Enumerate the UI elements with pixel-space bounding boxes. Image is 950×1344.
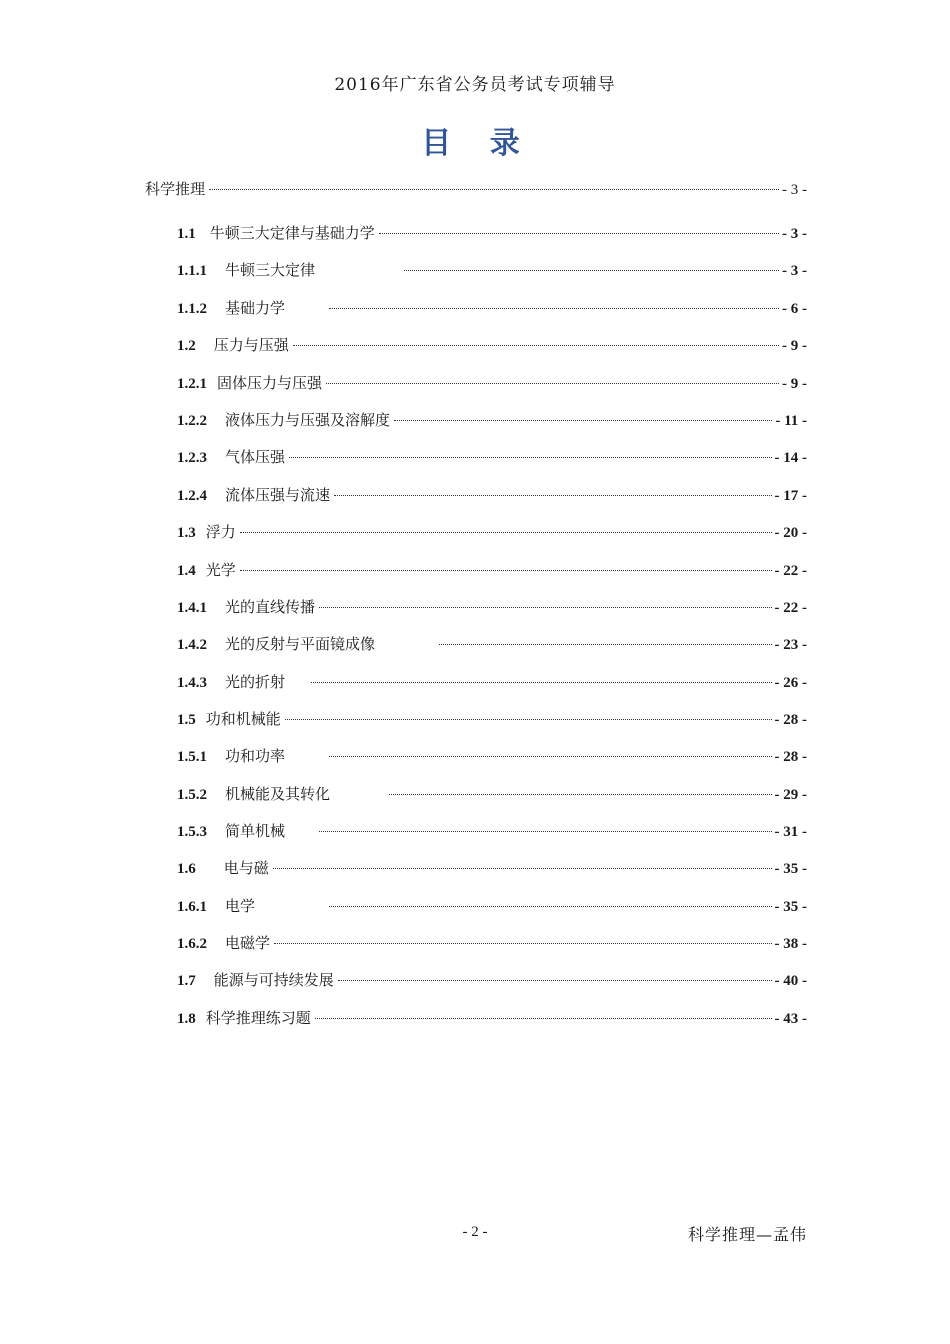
toc-entry-label: 液体压力与压强及溶解度 <box>225 411 391 429</box>
toc-entry-number: 1.4.1 <box>177 600 207 616</box>
toc-entry[interactable] <box>177 783 807 805</box>
toc-entry-label: 功和机械能 <box>205 710 281 728</box>
toc-entry[interactable] <box>177 596 807 618</box>
toc-entry-number: 1.4.3 <box>177 675 207 691</box>
toc-leader-dots <box>319 831 772 832</box>
toc-leader-dots <box>394 420 772 421</box>
toc-entry-page: - 28 - <box>774 712 807 728</box>
toc-entry-number: 1.2.4 <box>177 488 207 504</box>
toc-entry-label: 流体压强与流速 <box>225 486 331 504</box>
toc-entry-number: 1.1.1 <box>177 263 207 279</box>
toc-entry[interactable] <box>177 1007 807 1029</box>
toc-entry-number: 1.6.1 <box>177 899 207 915</box>
toc-entry-label: 科学推理练习题 <box>205 1009 311 1027</box>
toc-entry[interactable] <box>177 521 807 543</box>
toc-entry[interactable] <box>177 932 807 954</box>
toc-entry-label: 功和功率 <box>225 747 286 765</box>
toc-entry-number: 1.6 <box>177 861 196 877</box>
toc-entry-label: 基础力学 <box>225 299 286 317</box>
toc-leader-dots <box>240 532 772 533</box>
toc-entry-label: 固体压力与压强 <box>217 374 323 392</box>
toc-entry-label: 压力与压强 <box>213 336 289 354</box>
toc-entry-page: - 35 - <box>774 861 807 877</box>
toc-entry-page: - 38 - <box>774 936 807 952</box>
toc-entry-page: - 14 - <box>774 450 807 466</box>
toc-entry[interactable] <box>177 259 807 281</box>
toc-entry[interactable] <box>177 334 807 356</box>
toc-entry-page: - 9 - <box>782 376 807 392</box>
toc-leader-dots <box>404 270 779 271</box>
page-header: 2016年广东省公务员考试专项辅导 <box>334 75 616 95</box>
toc-entry[interactable] <box>177 559 807 581</box>
toc-entry-number: 1.4 <box>177 563 196 579</box>
toc-leader-dots <box>273 868 772 869</box>
toc-entry[interactable] <box>177 857 807 879</box>
toc-entry-number: 1.6.2 <box>177 936 207 952</box>
toc-entry-label: 牛顿三大定律 <box>225 261 316 279</box>
toc-entry-page: - 40 - <box>774 973 807 989</box>
toc-entry-label: 光的折射 <box>225 673 286 691</box>
toc-entry-page: - 3 - <box>782 263 807 279</box>
toc-entry-page: - 11 - <box>775 413 807 429</box>
toc-entry-label: 科学推理 <box>145 180 206 198</box>
toc-entry-top[interactable] <box>145 178 807 200</box>
toc-entry-page: - 23 - <box>774 637 807 653</box>
toc-entry-page: - 26 - <box>774 675 807 691</box>
toc-leader-dots <box>338 980 772 981</box>
toc-entry-number: 1.5.3 <box>177 824 207 840</box>
toc-entry-number: 1.5 <box>177 712 196 728</box>
toc-entry-label: 光学 <box>205 561 236 579</box>
toc-entry-page: - 9 - <box>782 338 807 354</box>
toc-entry-number: 1.2.1 <box>177 376 207 392</box>
toc-entry-number: 1.5.1 <box>177 749 207 765</box>
toc-leader-dots <box>329 308 779 309</box>
toc-entry-label: 简单机械 <box>225 822 286 840</box>
toc-entry-page: - 6 - <box>782 301 807 317</box>
toc-leader-dots <box>439 644 772 645</box>
toc-entry-number: 1.7 <box>177 973 196 989</box>
toc-leader-dots <box>293 345 779 346</box>
toc-entry-page: - 22 - <box>774 600 807 616</box>
toc-entry-number: 1.5.2 <box>177 787 207 803</box>
toc-entry-label: 浮力 <box>205 523 236 541</box>
toc-entry-number: 1.4.2 <box>177 637 207 653</box>
toc-entry[interactable] <box>177 969 807 991</box>
toc-entry-number: 1.8 <box>177 1011 196 1027</box>
toc-entry-page: - 35 - <box>774 899 807 915</box>
toc-entry-number: 1.2 <box>177 338 196 354</box>
toc-title: 目 录 <box>421 126 534 161</box>
toc-leader-dots <box>329 906 772 907</box>
toc-entry-page: - 3 - <box>782 226 807 242</box>
toc-leader-dots <box>334 495 771 496</box>
toc-entry-page: - 22 - <box>774 563 807 579</box>
toc-leader-dots <box>285 719 772 720</box>
toc-entry-label: 光的直线传播 <box>225 598 316 616</box>
toc-entry[interactable] <box>177 409 807 431</box>
toc-leader-dots <box>329 756 772 757</box>
toc-entry-label: 光的反射与平面镜成像 <box>225 635 376 653</box>
toc-entry[interactable] <box>177 372 807 394</box>
toc-entry-page: - 29 - <box>774 787 807 803</box>
toc-entry-number: 1.1.2 <box>177 301 207 317</box>
toc-leader-dots <box>209 189 779 190</box>
toc-entry[interactable] <box>177 633 807 655</box>
footer-author: 科学推理—孟伟 <box>687 1225 807 1244</box>
toc-leader-dots <box>274 943 771 944</box>
toc-leader-dots <box>289 457 771 458</box>
toc-entry[interactable] <box>177 820 807 842</box>
toc-leader-dots <box>315 1018 772 1019</box>
toc-leader-dots <box>389 794 772 795</box>
toc-leader-dots <box>311 682 772 683</box>
toc-entry-number: 1.3 <box>177 525 196 541</box>
toc-entry[interactable] <box>177 297 807 319</box>
toc-entry-page: - 3 - <box>782 182 807 198</box>
toc-entry-label: 气体压强 <box>225 448 286 466</box>
toc-entry[interactable] <box>177 708 807 730</box>
toc-entry-page: - 43 - <box>774 1011 807 1027</box>
toc-leader-dots <box>379 233 779 234</box>
toc-entry[interactable] <box>177 745 807 767</box>
toc-entry[interactable] <box>177 671 807 693</box>
toc-entry[interactable] <box>177 484 807 506</box>
toc-entry-label: 电磁学 <box>225 934 271 952</box>
toc-leader-dots <box>319 607 771 608</box>
toc-entry-page: - 20 - <box>774 525 807 541</box>
toc-entry-number: 1.1 <box>177 226 196 242</box>
toc-entry[interactable] <box>177 895 807 917</box>
toc-entry-label: 能源与可持续发展 <box>213 971 334 989</box>
toc-entry-page: - 31 - <box>774 824 807 840</box>
toc-leader-dots <box>326 383 779 384</box>
toc-entry-page: - 17 - <box>774 488 807 504</box>
toc-entry-number: 1.2.3 <box>177 450 207 466</box>
page-number: - 2 - <box>462 1224 488 1240</box>
toc-entry-label: 电学 <box>225 897 256 915</box>
toc-leader-dots <box>240 570 772 571</box>
toc-entry-number: 1.2.2 <box>177 413 207 429</box>
toc-entry-label: 电与磁 <box>223 859 269 877</box>
toc-entry-page: - 28 - <box>774 749 807 765</box>
toc-entry[interactable] <box>177 222 807 244</box>
toc-entry-label: 机械能及其转化 <box>225 785 331 803</box>
toc-entry-label: 牛顿三大定律与基础力学 <box>209 224 375 242</box>
toc-entry[interactable] <box>177 446 807 468</box>
